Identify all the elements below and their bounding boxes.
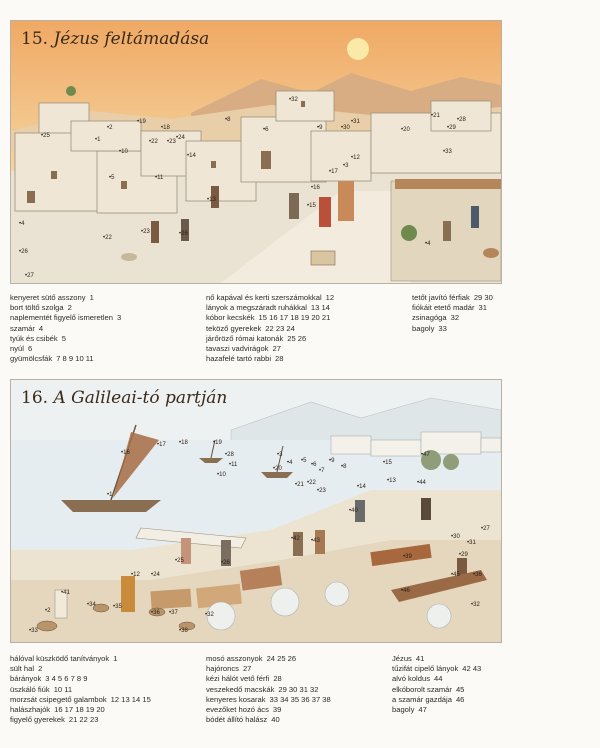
legend-item: mosó asszonyok 24 25 26 xyxy=(206,654,297,663)
legend-item: nő kapával és kerti szerszámokkal 12 xyxy=(206,293,335,302)
legend-item: zsinagóga 32 xyxy=(412,313,460,323)
svg-text:•24: •24 xyxy=(151,572,160,578)
legend-item: figyelő gyerekek 21 22 23 xyxy=(10,715,99,725)
legend-item: teköző gyerekek 22 23 24 xyxy=(206,323,295,333)
legend-item: bagoly 33 xyxy=(412,323,447,333)
svg-text:•32: •32 xyxy=(471,602,480,608)
scene-number: 15. xyxy=(21,29,49,49)
svg-text:•17: •17 xyxy=(157,442,166,448)
svg-text:•14: •14 xyxy=(357,484,366,490)
legend-item: tyúk és csibék 5 xyxy=(10,333,66,343)
svg-text:•25: •25 xyxy=(41,133,50,139)
legend-item: Jézus 41 xyxy=(392,654,425,663)
legend-item: kenyeres kosarak 33 34 35 36 37 38 xyxy=(206,694,331,704)
legend-column xyxy=(10,293,206,364)
svg-text:•23: •23 xyxy=(167,139,176,145)
svg-text:•3: •3 xyxy=(277,452,283,458)
svg-text:•27: •27 xyxy=(481,526,490,532)
svg-text:•36: •36 xyxy=(151,610,160,616)
legend-item: fiókáit etető madár 31 xyxy=(412,303,487,313)
svg-text:•11: •11 xyxy=(155,175,164,181)
legend-15 xyxy=(10,293,510,364)
svg-text:•32: •32 xyxy=(205,612,214,618)
svg-text:•22: •22 xyxy=(103,235,112,241)
svg-text:•17: •17 xyxy=(329,169,338,175)
legend-item: bódét állító halász 40 xyxy=(206,715,280,725)
setting-sun-icon xyxy=(347,38,369,60)
svg-text:•31: •31 xyxy=(467,540,476,546)
svg-text:•34: •34 xyxy=(87,602,96,608)
svg-text:•11: •11 xyxy=(229,462,238,468)
legend-item: sült hal 2 xyxy=(10,664,43,674)
svg-text:•21: •21 xyxy=(431,113,440,119)
svg-text:•39: •39 xyxy=(403,554,412,560)
legend-item: bárányok 3 4 5 6 7 8 9 xyxy=(10,674,88,684)
legend-16 xyxy=(10,654,510,725)
svg-text:•23: •23 xyxy=(317,488,326,494)
svg-text:•24: •24 xyxy=(176,135,185,141)
svg-text:•4: •4 xyxy=(425,241,431,247)
svg-text:•5: •5 xyxy=(301,458,307,464)
scene-number: 16. xyxy=(21,388,49,408)
svg-text:•25: •25 xyxy=(175,558,184,564)
scene-title-text: A Galileai-tó partján xyxy=(53,388,228,408)
svg-text:•30: •30 xyxy=(341,125,350,131)
svg-text:•19: •19 xyxy=(137,119,146,125)
svg-text:•1: •1 xyxy=(107,492,113,498)
legend-column xyxy=(206,654,392,725)
svg-text:•23: •23 xyxy=(141,229,150,235)
legend-item: nyúl 6 xyxy=(10,344,33,354)
svg-text:•2: •2 xyxy=(107,125,113,131)
legend-column xyxy=(206,293,412,364)
legend-item: evezőket hozó ács 39 xyxy=(206,705,282,715)
legend-item: tavaszi vadvirágok 27 xyxy=(206,344,281,354)
svg-text:•6: •6 xyxy=(311,462,317,468)
svg-text:•12: •12 xyxy=(351,155,360,161)
legend-item: kóbor kecskék 15 16 17 18 19 20 21 xyxy=(206,313,331,323)
svg-text:•36: •36 xyxy=(473,572,482,578)
svg-text:•3: •3 xyxy=(343,163,349,169)
legend-column xyxy=(392,654,510,725)
scene-illustration-15 xyxy=(10,20,502,284)
svg-text:•15: •15 xyxy=(307,203,316,209)
svg-text:•29: •29 xyxy=(459,552,468,558)
svg-text:•32: •32 xyxy=(289,97,298,103)
legend-item: a szamár gazdája 46 xyxy=(392,694,465,704)
svg-text:•4: •4 xyxy=(19,221,25,227)
legend-item: üszkáló fiúk 10 11 xyxy=(10,684,73,694)
svg-text:•41: •41 xyxy=(61,590,70,596)
legend-column xyxy=(10,654,206,725)
legend-item: alvó koldus 44 xyxy=(392,674,443,684)
legend-item: elkóborolt szamár 45 xyxy=(392,684,465,694)
svg-text:•10: •10 xyxy=(119,149,128,155)
svg-text:•4: •4 xyxy=(287,460,293,466)
legend-item: morzsát csipegető galambok 12 13 14 15 xyxy=(10,694,151,704)
legend-item: veszekedő macskák 29 30 31 32 xyxy=(206,684,319,694)
legend-item: kenyeret sütő asszony 1 xyxy=(10,293,94,302)
legend-item: hazafelé tartó rabbi 28 xyxy=(206,354,284,364)
svg-text:•44: •44 xyxy=(417,480,426,486)
svg-text:•8: •8 xyxy=(225,117,231,123)
svg-text:•2: •2 xyxy=(45,608,51,614)
svg-text:•38: •38 xyxy=(179,628,188,634)
scene-title-16 xyxy=(21,388,227,408)
legend-item: tűzifát cipelő lányok 42 43 xyxy=(392,664,482,674)
svg-text:•10: •10 xyxy=(217,472,226,478)
legend-column xyxy=(412,293,510,364)
svg-text:•14: •14 xyxy=(187,153,196,159)
svg-text:•43: •43 xyxy=(311,538,320,544)
legend-item: halászhajók 16 17 18 19 20 xyxy=(10,705,105,715)
svg-text:•28: •28 xyxy=(225,452,234,458)
legend-item: bort töltő szolga 2 xyxy=(10,303,72,313)
svg-text:•20: •20 xyxy=(401,127,410,133)
legend-item: bagoly 47 xyxy=(392,705,427,715)
svg-text:•46: •46 xyxy=(401,588,410,594)
svg-text:•21: •21 xyxy=(295,482,304,488)
svg-text:•18: •18 xyxy=(179,440,188,446)
legend-item: naplementét figyelő ismeretlen 3 xyxy=(10,313,122,323)
lakeshore-illustration xyxy=(11,380,501,642)
legend-item: lányok a megszáradt ruhákkal 13 14 xyxy=(206,303,330,313)
legend-item: tetőt javító férfiak 29 30 xyxy=(412,293,493,302)
svg-text:•40: •40 xyxy=(349,508,358,514)
svg-text:•19: •19 xyxy=(213,440,222,446)
legend-item: járőröző római katonák 25 26 xyxy=(206,333,307,343)
scene-title-15 xyxy=(21,29,209,49)
svg-text:•27: •27 xyxy=(25,273,34,279)
svg-text:•5: •5 xyxy=(109,175,115,181)
svg-text:•9: •9 xyxy=(329,458,335,464)
scene-illustration-16 xyxy=(10,379,502,643)
svg-text:•30: •30 xyxy=(451,534,460,540)
svg-text:•42: •42 xyxy=(291,536,300,542)
svg-text:•1: •1 xyxy=(95,137,101,143)
svg-text:•12: •12 xyxy=(131,572,140,578)
svg-text:•18: •18 xyxy=(161,125,170,131)
svg-text:•28: •28 xyxy=(457,117,466,123)
svg-text:•26: •26 xyxy=(221,560,230,566)
legend-item: kézi hálót vető férfi 28 xyxy=(206,674,282,684)
legend-item: hálóval küszködő tanítványok 1 xyxy=(10,654,118,663)
svg-text:•8: •8 xyxy=(341,464,347,470)
scene-title-text: Jézus feltámadása xyxy=(53,29,210,49)
svg-text:•9: •9 xyxy=(317,125,323,131)
svg-text:•20: •20 xyxy=(273,466,282,472)
svg-text:•16: •16 xyxy=(121,450,130,456)
legend-item: szamár 4 xyxy=(10,323,44,333)
svg-text:•13: •13 xyxy=(207,197,216,203)
svg-text:•22: •22 xyxy=(307,480,316,486)
svg-text:•22: •22 xyxy=(149,139,158,145)
svg-text:•26: •26 xyxy=(19,249,28,255)
svg-text:•13: •13 xyxy=(387,478,396,484)
svg-text:•35: •35 xyxy=(113,604,122,610)
legend-item: gyümölcsfák 7 8 9 10 11 xyxy=(10,354,94,364)
legend-item: hajóroncs 27 xyxy=(206,664,252,674)
svg-text:•31: •31 xyxy=(351,119,360,125)
svg-text:•33: •33 xyxy=(443,149,452,155)
svg-text:•16: •16 xyxy=(311,185,320,191)
svg-text:•33: •33 xyxy=(29,628,38,634)
svg-text:•26: •26 xyxy=(179,231,188,237)
svg-text:•15: •15 xyxy=(383,460,392,466)
svg-text:•37: •37 xyxy=(169,610,178,616)
village-illustration xyxy=(11,21,501,283)
svg-text:•29: •29 xyxy=(447,125,456,131)
svg-text:•6: •6 xyxy=(263,127,269,133)
svg-text:•7: •7 xyxy=(319,468,325,474)
svg-text:•45: •45 xyxy=(451,572,460,578)
svg-text:•47: •47 xyxy=(421,452,430,458)
